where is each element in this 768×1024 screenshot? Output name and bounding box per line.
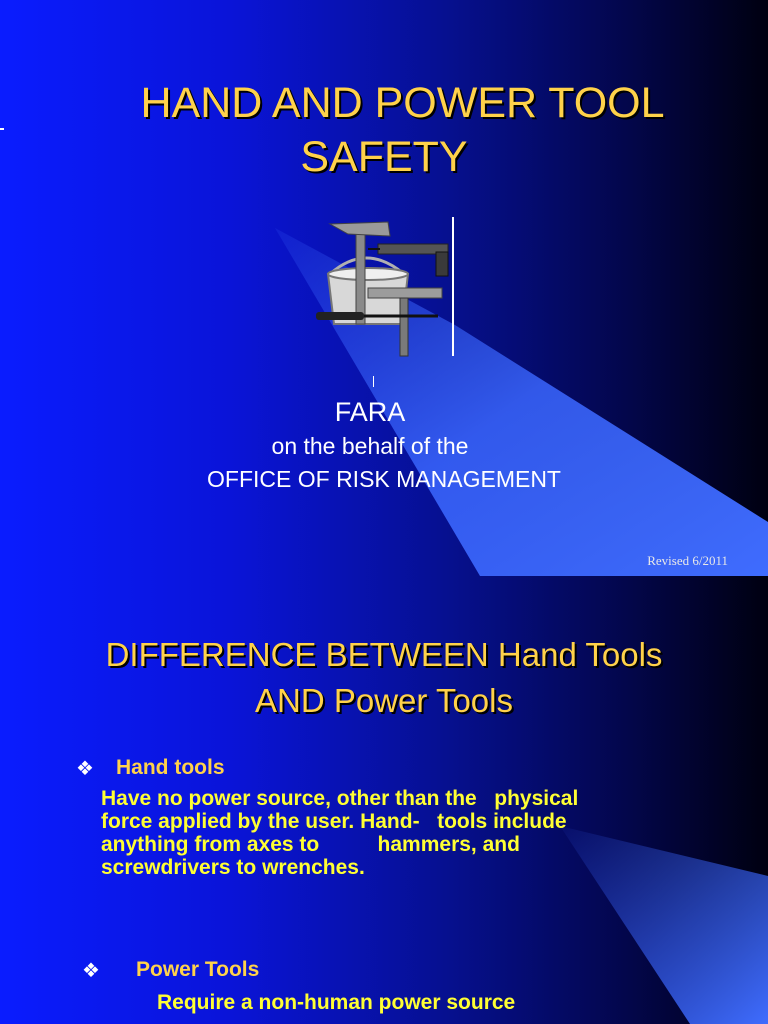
bullet-icon: ❖: [82, 960, 100, 982]
bullet-label-power-tools: Power Tools: [136, 958, 260, 981]
slide-title: DIFFERENCE BETWEEN Hand Tools AND Power Tools: [105, 636, 663, 719]
power-tools-description: Require a non-human power source: [157, 991, 516, 1014]
bullet-icon: ❖: [76, 758, 94, 780]
office-line: OFFICE OF RISK MANAGEMENT: [207, 466, 561, 492]
tools-bucket-icon: [308, 212, 468, 362]
content-slide: [0, 576, 768, 1024]
presenter-name: FARA: [334, 397, 406, 427]
slide-title: HAND AND POWER TOOL SAFETY: [140, 79, 665, 181]
text-cursor-mark: [373, 376, 374, 387]
hand-tools-description: Have no power source, other than the physical force applied by the user. Hand- tools include anything from axes to hammers, and screwdrivers to wrenches.: [101, 787, 579, 879]
bullet-label-hand-tools: Hand tools: [116, 756, 225, 779]
behalf-line: on the behalf of the: [271, 433, 469, 459]
revision-date: Revised 6/2011: [647, 553, 728, 568]
